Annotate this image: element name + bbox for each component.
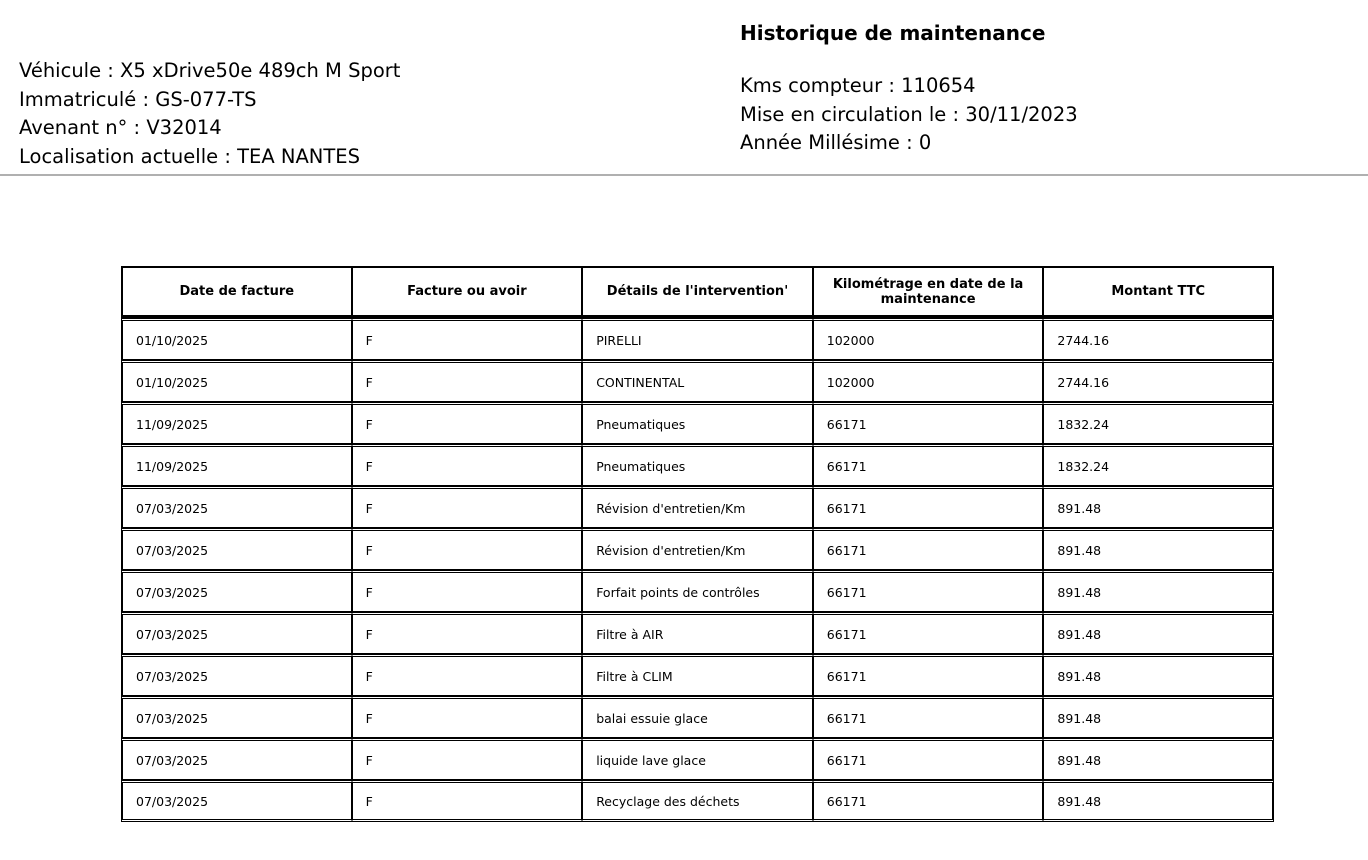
table-row <box>121 570 1274 612</box>
cell-invoice-type: F <box>352 780 583 822</box>
cell-details: Révision d'entretien/Km <box>582 528 813 570</box>
table-row <box>121 444 1274 486</box>
cell-invoice-type: F <box>352 696 583 738</box>
vehicle-amendment: Avenant n° : V32014 <box>19 116 222 140</box>
cell-amount: 891.48 <box>1043 696 1274 738</box>
table-row <box>121 402 1274 444</box>
cell-invoice-type: F <box>352 612 583 654</box>
header-divider <box>0 174 1368 176</box>
table-row <box>121 318 1274 360</box>
cell-mileage: 66171 <box>813 486 1044 528</box>
cell-invoice-type: F <box>352 528 583 570</box>
column-header-details: Détails de l'intervention' <box>582 266 813 318</box>
table-row <box>121 528 1274 570</box>
cell-details: Révision d'entretien/Km <box>582 486 813 528</box>
cell-invoice-type: F <box>352 486 583 528</box>
cell-invoice-type: F <box>352 654 583 696</box>
column-header-mileage: Kilométrage en date de la maintenance <box>813 266 1044 318</box>
table-row <box>121 780 1274 822</box>
table-row <box>121 486 1274 528</box>
cell-details: Forfait points de contrôles <box>582 570 813 612</box>
cell-amount: 891.48 <box>1043 654 1274 696</box>
cell-details: Recyclage des déchets <box>582 780 813 822</box>
cell-mileage: 66171 <box>813 738 1044 780</box>
cell-mileage: 66171 <box>813 654 1044 696</box>
cell-invoice-date: 07/03/2025 <box>121 654 352 696</box>
column-header-invoice-date: Date de facture <box>121 266 352 318</box>
table-body <box>121 318 1274 822</box>
cell-amount: 2744.16 <box>1043 318 1274 360</box>
cell-invoice-date: 01/10/2025 <box>121 318 352 360</box>
cell-invoice-date: 07/03/2025 <box>121 570 352 612</box>
cell-invoice-type: F <box>352 318 583 360</box>
cell-amount: 1832.24 <box>1043 444 1274 486</box>
cell-details: Filtre à CLIM <box>582 654 813 696</box>
cell-invoice-date: 07/03/2025 <box>121 696 352 738</box>
cell-details: liquide lave glace <box>582 738 813 780</box>
cell-details: Filtre à AIR <box>582 612 813 654</box>
vehicle-location: Localisation actuelle : TEA NANTES <box>19 144 360 168</box>
cell-invoice-type: F <box>352 402 583 444</box>
vehicle-registration: Immatriculé : GS-077-TS <box>19 87 257 111</box>
cell-mileage: 66171 <box>813 402 1044 444</box>
table-row <box>121 360 1274 402</box>
table-row <box>121 612 1274 654</box>
table-row <box>121 654 1274 696</box>
cell-amount: 891.48 <box>1043 780 1274 822</box>
cell-mileage: 102000 <box>813 318 1044 360</box>
cell-amount: 891.48 <box>1043 738 1274 780</box>
column-header-invoice-type: Facture ou avoir <box>352 266 583 318</box>
cell-amount: 891.48 <box>1043 486 1274 528</box>
cell-amount: 2744.16 <box>1043 360 1274 402</box>
registration-date: Mise en circulation le : 30/11/2023 <box>740 102 1078 126</box>
cell-amount: 891.48 <box>1043 612 1274 654</box>
page-title: Historique de maintenance <box>740 21 1046 45</box>
cell-details: CONTINENTAL <box>582 360 813 402</box>
cell-amount: 891.48 <box>1043 570 1274 612</box>
cell-invoice-date: 07/03/2025 <box>121 612 352 654</box>
table-row <box>121 738 1274 780</box>
cell-amount: 1832.24 <box>1043 402 1274 444</box>
cell-mileage: 66171 <box>813 570 1044 612</box>
cell-details: Pneumatiques <box>582 444 813 486</box>
cell-invoice-date: 07/03/2025 <box>121 486 352 528</box>
table-row <box>121 696 1274 738</box>
cell-invoice-type: F <box>352 444 583 486</box>
odometer: Kms compteur : 110654 <box>740 74 976 97</box>
vehicle-model: Véhicule : X5 xDrive50e 489ch M Sport <box>19 59 401 82</box>
cell-invoice-type: F <box>352 570 583 612</box>
cell-mileage: 102000 <box>813 360 1044 402</box>
cell-details: PIRELLI <box>582 318 813 360</box>
model-year: Année Millésime : 0 <box>740 131 932 155</box>
vehicle-info <box>19 57 400 171</box>
table-header-row <box>121 266 1274 318</box>
column-header-amount: Montant TTC <box>1043 266 1274 318</box>
cell-invoice-type: F <box>352 360 583 402</box>
cell-invoice-type: F <box>352 738 583 780</box>
cell-invoice-date: 07/03/2025 <box>121 738 352 780</box>
cell-amount: 891.48 <box>1043 528 1274 570</box>
maintenance-table-container <box>121 266 1274 822</box>
cell-mileage: 66171 <box>813 444 1044 486</box>
cell-mileage: 66171 <box>813 780 1044 822</box>
cell-details: balai essuie glace <box>582 696 813 738</box>
cell-mileage: 66171 <box>813 696 1044 738</box>
cell-mileage: 66171 <box>813 528 1044 570</box>
cell-invoice-date: 11/09/2025 <box>121 444 352 486</box>
maintenance-table <box>121 266 1274 822</box>
cell-mileage: 66171 <box>813 612 1044 654</box>
cell-details: Pneumatiques <box>582 402 813 444</box>
cell-invoice-date: 07/03/2025 <box>121 780 352 822</box>
vehicle-stats <box>740 72 1078 158</box>
cell-invoice-date: 01/10/2025 <box>121 360 352 402</box>
cell-invoice-date: 11/09/2025 <box>121 402 352 444</box>
cell-invoice-date: 07/03/2025 <box>121 528 352 570</box>
